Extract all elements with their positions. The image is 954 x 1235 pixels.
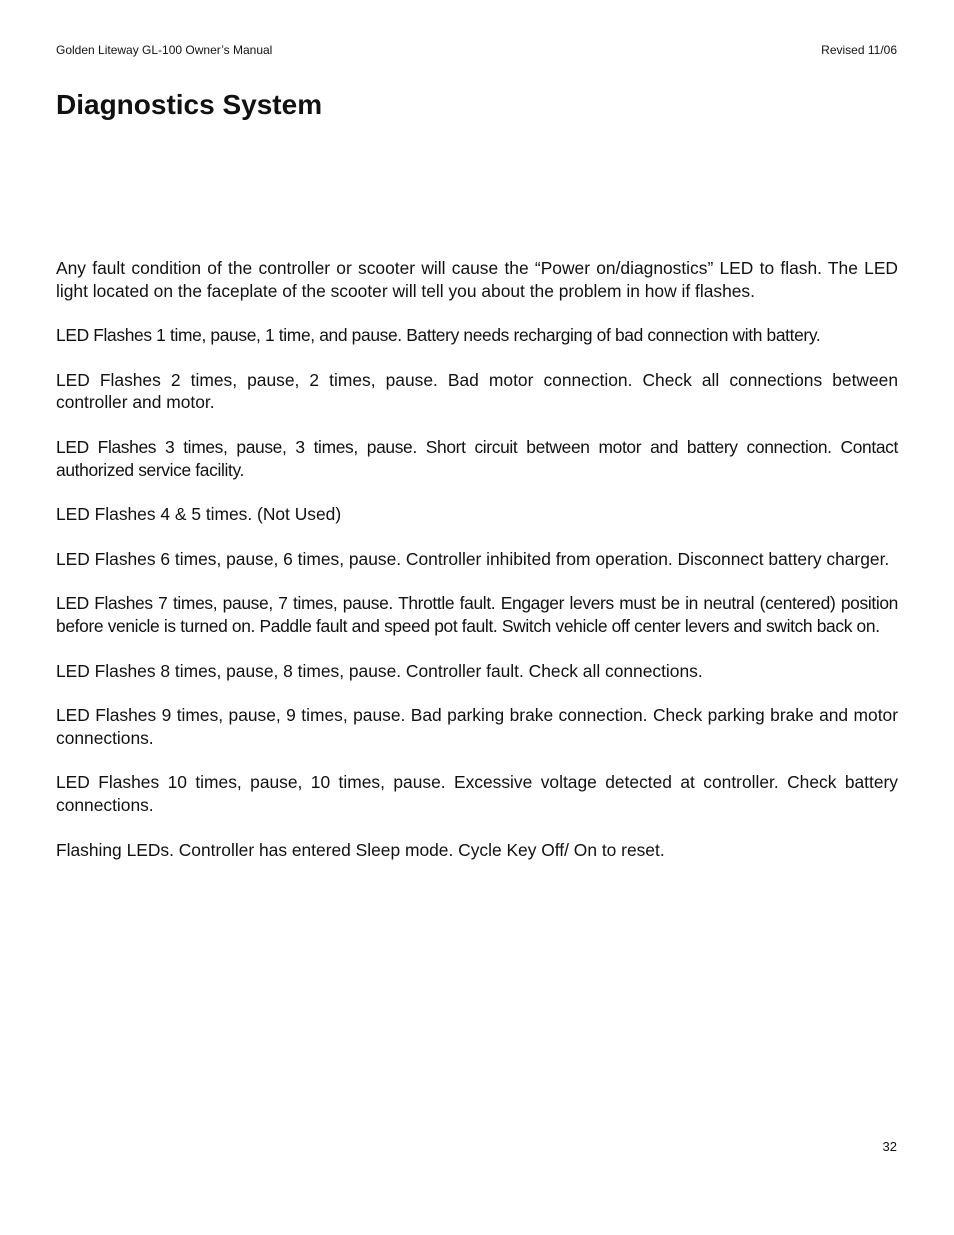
led-code-3: LED Flashes 3 times, pause, 3 times, pause. Short circuit between motor and battery connection. Contact authorized service facility. [56, 436, 898, 480]
intro-paragraph: Any fault condition of the controller or scooter will cause the “Power on/diagnostics” LED to flash. The LED light located on the faceplate of the scooter will tell you about the problem in how if flashes. [56, 258, 898, 301]
revision-date: Revised 11/06 [821, 43, 897, 57]
led-code-7: LED Flashes 7 times, pause, 7 times, pause. Throttle fault. Engager levers must be in neutral (centered) position before venicle is turned on. Paddle fault and speed pot fault. Switch vehicle off center levers and switch back on. [56, 593, 898, 636]
led-code-8: LED Flashes 8 times, pause, 8 times, pause. Controller fault. Check all connections. [56, 660, 703, 681]
led-code-4-5: LED Flashes 4 & 5 times. (Not Used) [56, 504, 342, 525]
diagnostics-content [56, 257, 898, 883]
led-code-9: LED Flashes 9 times, pause, 9 times, pause. Bad parking brake connection. Check parking brake and motor connections. [56, 705, 898, 748]
led-code-10: LED Flashes 10 times, pause, 10 times, pause. Excessive voltage detected at controller. Check battery connections. [56, 772, 898, 815]
led-code-2: LED Flashes 2 times, pause, 2 times, pause. Bad motor connection. Check all connections between controller and motor. [56, 369, 898, 413]
led-code-1: LED Flashes 1 time, pause, 1 time, and pause. Battery needs recharging of bad connection with battery. [56, 325, 821, 346]
sleep-mode-note: Flashing LEDs. Controller has entered Sleep mode. Cycle Key Off/ On to reset. [56, 839, 665, 860]
page-title: Diagnostics System [56, 89, 323, 120]
page-number: 32 [882, 1139, 897, 1154]
manual-title: Golden Liteway GL-100 Owner’s Manual [56, 43, 273, 57]
led-code-6: LED Flashes 6 times, pause, 6 times, pause. Controller inhibited from operation. Disconnect battery charger. [56, 548, 890, 569]
